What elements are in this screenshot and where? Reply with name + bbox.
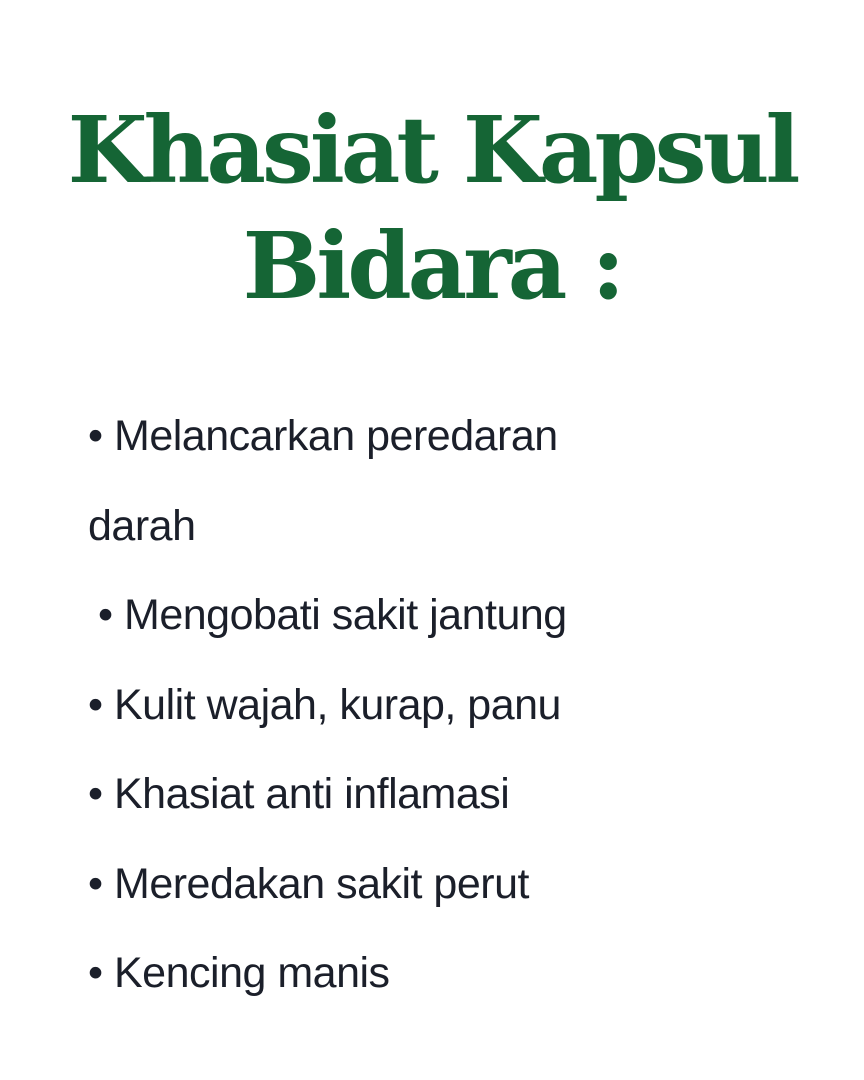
benefits-list: [88, 392, 808, 1019]
list-item-continuation: darah: [88, 501, 196, 550]
list-item: • Kencing manis: [88, 949, 390, 997]
list-item: • Mengobati sakit jantung: [98, 591, 567, 639]
title-line-1: Khasiat Kapsul: [67, 96, 797, 204]
page-title: [0, 92, 864, 324]
list-item: • Melancarkan peredaran: [88, 412, 558, 460]
list-item: • Khasiat anti inflamasi: [88, 770, 510, 818]
list-item: • Meredakan sakit perut: [88, 859, 529, 908]
title-line-2: Bidara :: [242, 212, 622, 320]
list-item: • Kulit wajah, kurap, panu: [88, 680, 561, 729]
